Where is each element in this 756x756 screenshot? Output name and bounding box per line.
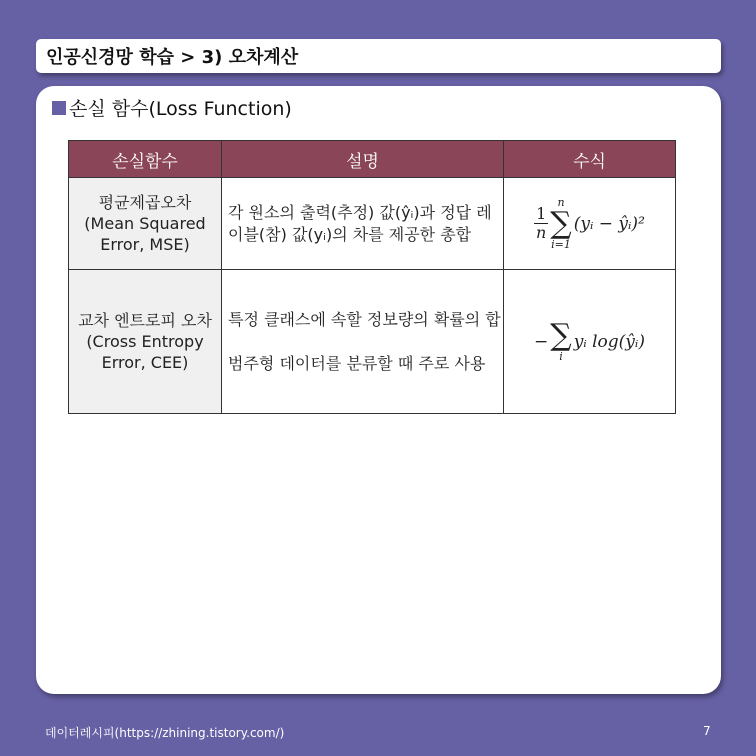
description-line: 각 원소의 출력(추정) 값(ŷᵢ)과 정답 레 [228,202,492,222]
loss-name-line: (Cross Entropy [86,332,204,351]
sigma-icon: ∑ [550,205,572,241]
header-loss-function: 손실함수 [69,141,222,178]
formula-cell-mse [504,178,676,270]
fraction-numerator: 1 [536,204,547,223]
formula-cell-cee [504,270,676,414]
bullet-square-icon [52,101,66,115]
loss-function-table [68,140,676,414]
section-heading [52,94,292,121]
slide-header [36,39,721,73]
loss-name-line: Error, MSE) [100,235,190,254]
loss-name-line: Error, CEE) [101,353,189,372]
description-line: 범주형 데이터를 분류할 때 주로 사용 [228,353,486,373]
loss-name-line: 교차 엔트로피 오차 [78,311,212,330]
description-line: 특정 클래스에 속할 정보량의 확률의 합 [228,309,501,329]
description-line: 이블(참) 값(yᵢ)의 차를 제공한 총합 [228,224,472,244]
loss-name-line: (Mean Squared [84,214,206,233]
page-number: 7 [703,724,711,738]
sum-lower-limit: i [559,349,563,363]
loss-name-cell [69,178,222,270]
sum-upper-limit: n [557,195,565,209]
header-description: 설명 [222,141,504,178]
header-formula: 수식 [504,141,676,178]
section-title-text: 손실 함수(Loss Function) [69,98,292,120]
slide-title: 인공신경망 학습 > 3) 오차계산 [46,47,299,68]
fraction [534,205,548,242]
fraction-denominator: n [536,223,547,242]
formula-prefix: − [534,331,549,352]
description-cell [222,270,504,414]
loss-name-cell [69,270,222,414]
sigma-icon: ∑ [550,317,572,353]
table-row-cee [69,270,676,414]
formula-expression: (yᵢ − ŷᵢ)² [573,213,645,234]
description-cell [222,178,504,270]
table-row-mse [69,178,676,270]
summation [550,197,571,251]
formula-expression: yᵢ log(ŷᵢ) [573,331,645,352]
summation [550,317,572,363]
table-header-row [69,141,676,178]
loss-name-line: 평균제곱오차 [98,193,192,212]
footer-source: 데이터레시피(https://zhining.tistory.com/) [45,726,285,740]
sum-lower-limit: i=1 [551,237,571,251]
